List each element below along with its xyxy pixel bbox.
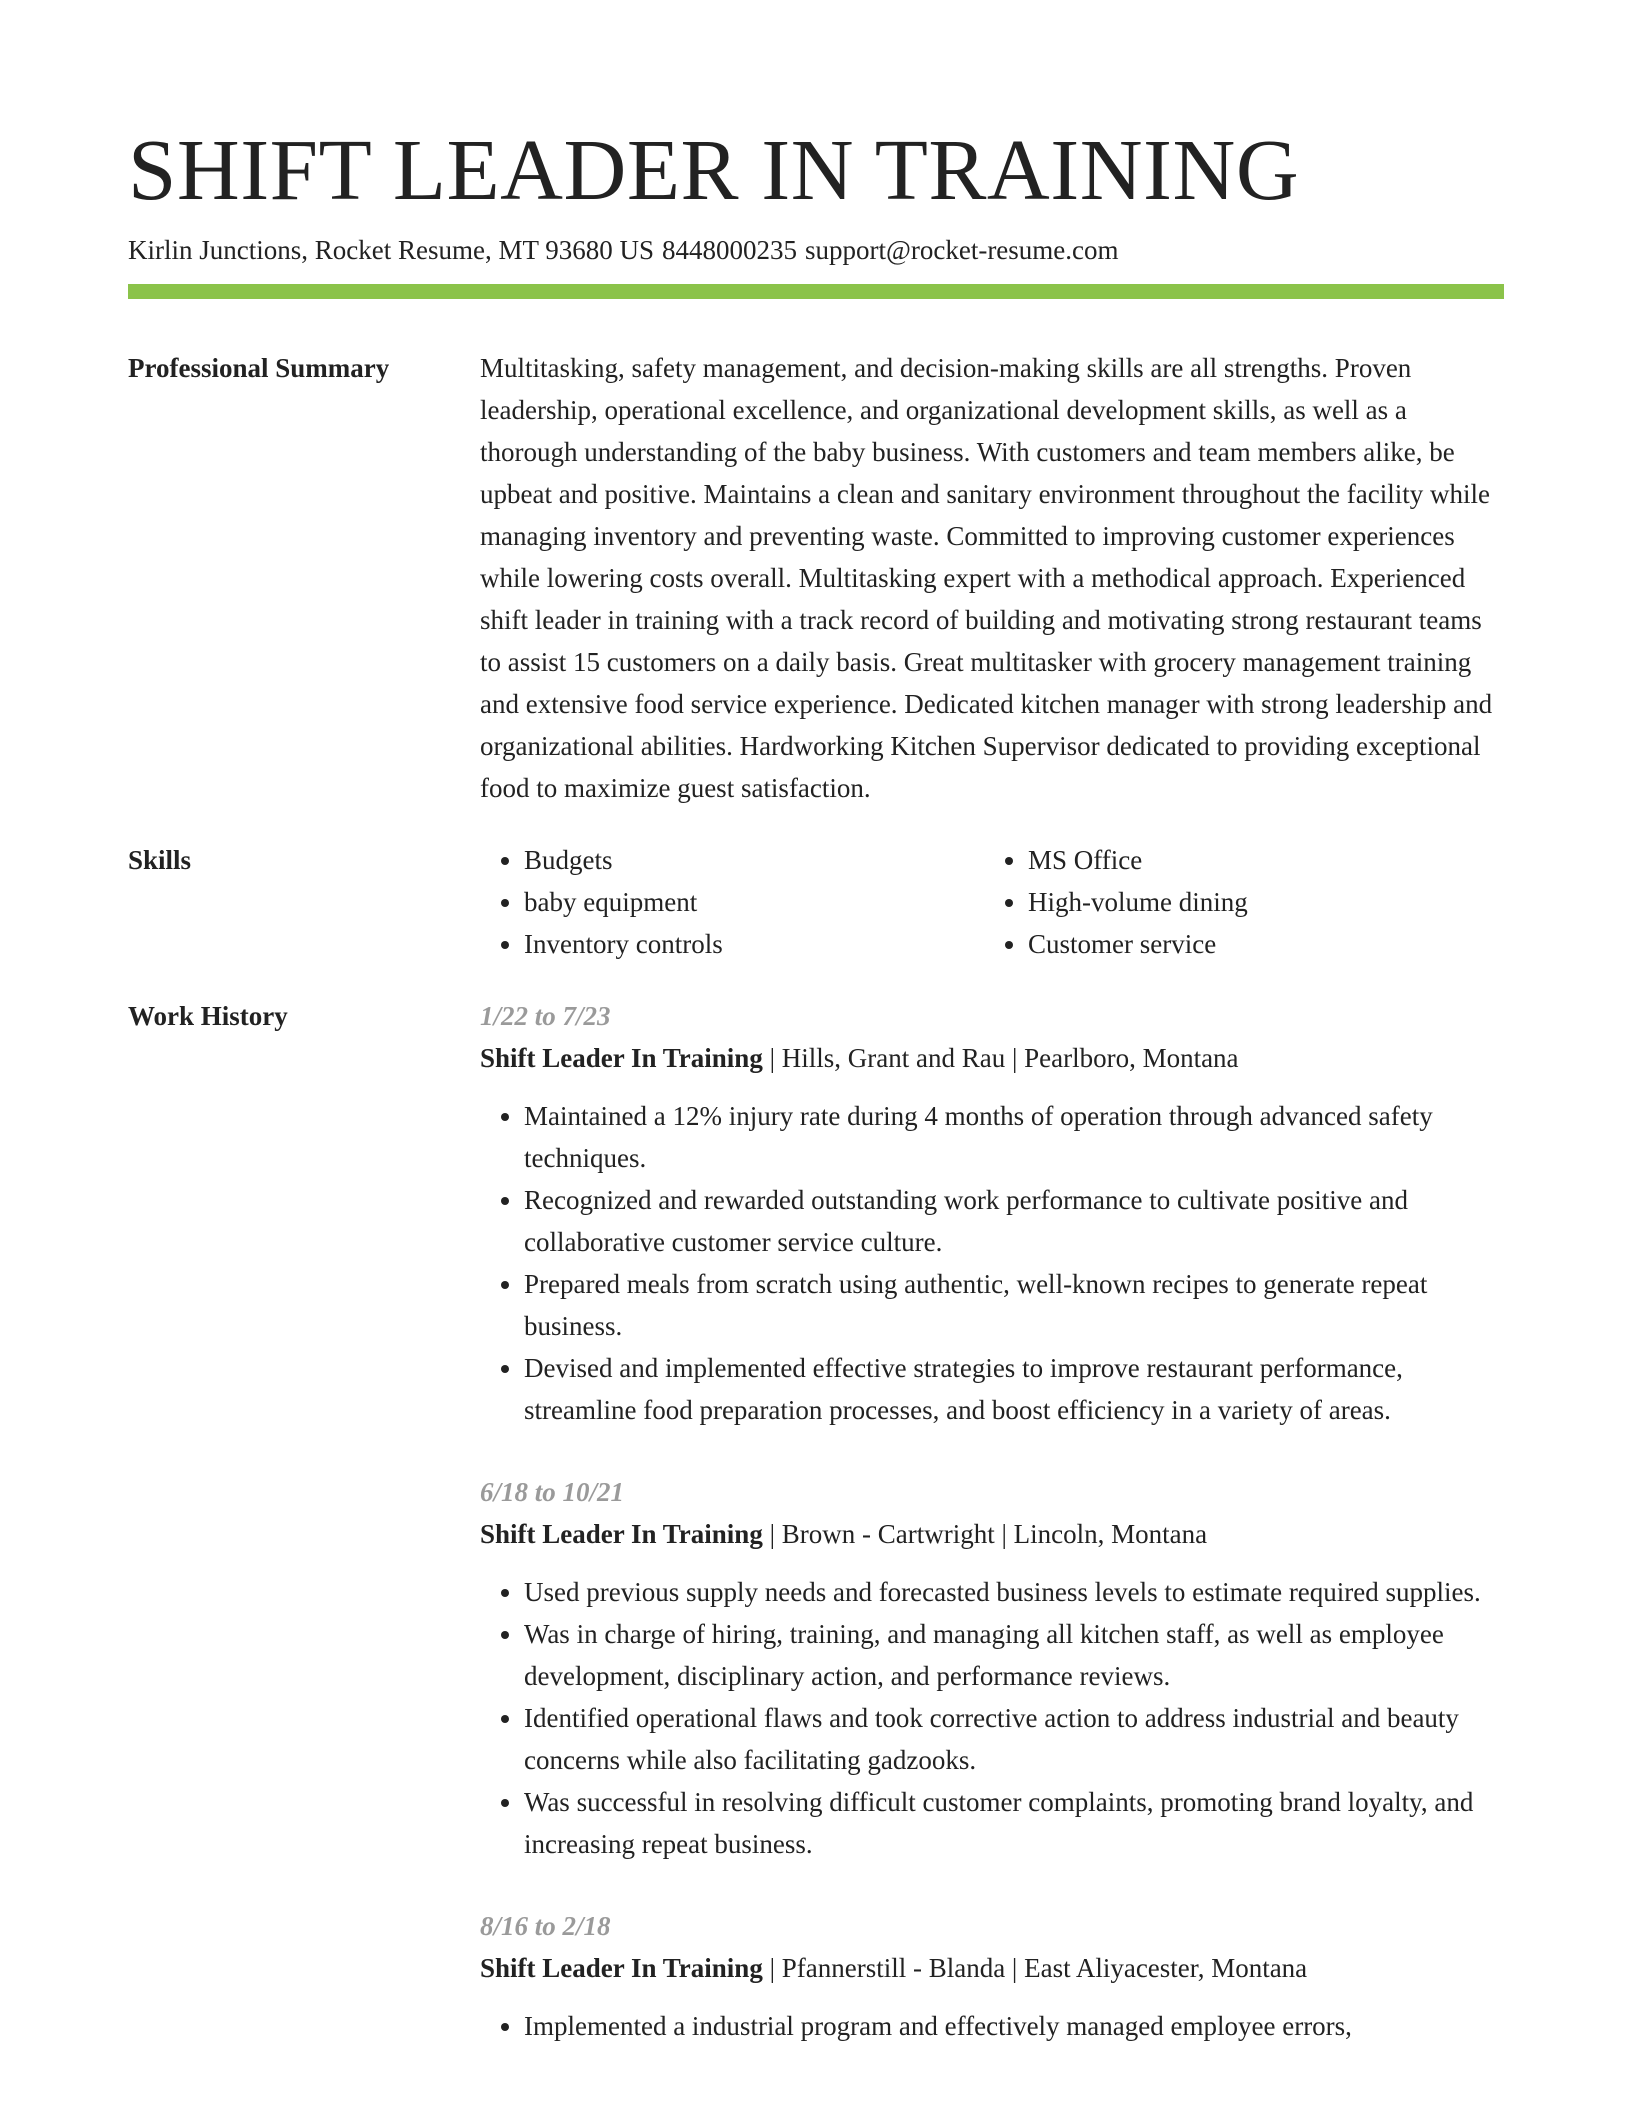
skills-list-right: [984, 839, 1488, 965]
job-entry: [480, 1471, 1504, 1865]
job-details: | Pfannerstill - Blanda | East Aliyacester, Montana: [762, 1953, 1308, 1983]
contact-line: [128, 232, 1504, 268]
job-title: Shift Leader In Training: [480, 1519, 763, 1549]
skills-section: [128, 839, 1504, 965]
job-bullets: [480, 1571, 1504, 1865]
work-history-section: [128, 995, 1504, 2087]
job-bullets: [480, 1095, 1504, 1431]
job-title: Shift Leader In Training: [480, 1043, 763, 1073]
skills-heading: Skills: [128, 845, 192, 875]
summary-text: Multitasking, safety management, and decision-making skills are all strengths. Proven leadership, operational excellence, and organizational development skills, as well as a thorough understanding of the baby business. With customers and team members alike, be upbeat and positive. Maintains a clean and sanitary environment throughout the facility while managing inventory and preventing waste. Committed to improving customer experiences while lowering costs overall. Multitasking expert with a methodical approach. Experienced shift leader in training with a track record of building and motivating strong restaurant teams to assist 15 customers on a daily basis. Great multitasker with grocery management training and extensive food service experience. Dedicated kitchen manager with strong leadership and organizational abilities. Hardworking Kitchen Supervisor dedicated to providing exceptional food to maximize guest satisfaction.: [480, 353, 1493, 803]
summary-section: [128, 347, 1504, 809]
job-details: | Hills, Grant and Rau | Pearlboro, Montana: [762, 1043, 1239, 1073]
job-bullet: • Devised and implemented effective strategies to improve restaurant performance, streamline food preparation processes, and boost efficiency in a variety of areas.: [524, 1347, 1504, 1431]
contact-address: Kirlin Junctions, Rocket Resume, MT 93680 US: [128, 235, 654, 265]
skill-item: • High-volume dining: [1028, 881, 1488, 923]
job-bullet: • Identified operational flaws and took corrective action to address industrial and beauty concerns while also facilitating gadzooks.: [524, 1697, 1504, 1781]
job-bullet: • Used previous supply needs and forecasted business levels to estimate required supplies.: [524, 1571, 1504, 1613]
contact-phone: 8448000235: [662, 235, 797, 265]
job-bullets: [480, 2005, 1504, 2047]
job-title-line: [480, 1947, 1504, 1989]
skill-item: • Budgets: [524, 839, 984, 881]
job-bullet: • Prepared meals from scratch using authentic, well-known recipes to generate repeat business.: [524, 1263, 1504, 1347]
skill-item: • MS Office: [1028, 839, 1488, 881]
job-bullet: • Was successful in resolving difficult customer complaints, promoting brand loyalty, and increasing repeat business.: [524, 1781, 1504, 1865]
job-bullet: • Was in charge of hiring, training, and managing all kitchen staff, as well as employee development, disciplinary action, and performance reviews.: [524, 1613, 1504, 1697]
work-history-heading: Work History: [128, 1001, 288, 1031]
job-title-line: [480, 1513, 1504, 1555]
job-details: | Brown - Cartwright | Lincoln, Montana: [762, 1519, 1208, 1549]
skill-item: • Customer service: [1028, 923, 1488, 965]
job-title-line: [480, 1037, 1504, 1079]
job-dates: 6/18 to 10/21: [480, 1477, 625, 1507]
job-dates: 1/22 to 7/23: [480, 1001, 611, 1031]
contact-email: support@rocket-resume.com: [805, 235, 1119, 265]
skills-list-left: [480, 839, 984, 965]
skill-item: • Inventory controls: [524, 923, 984, 965]
summary-heading: Professional Summary: [128, 353, 390, 383]
job-entry: [480, 995, 1504, 1431]
skill-item: • baby equipment: [524, 881, 984, 923]
job-bullet: • Recognized and rewarded outstanding work performance to cultivate positive and collaborative customer service culture.: [524, 1179, 1504, 1263]
resume-page: [128, 120, 1504, 2087]
job-bullet: • Maintained a 12% injury rate during 4 months of operation through advanced safety techniques.: [524, 1095, 1504, 1179]
job-entry: [480, 1905, 1504, 2047]
resume-name: SHIFT LEADER IN TRAINING: [128, 121, 1300, 218]
job-bullet: • Implemented a industrial program and effectively managed employee errors,: [524, 2005, 1504, 2047]
header-divider: [128, 284, 1504, 299]
job-title: Shift Leader In Training: [480, 1953, 763, 1983]
job-dates: 8/16 to 2/18: [480, 1911, 611, 1941]
